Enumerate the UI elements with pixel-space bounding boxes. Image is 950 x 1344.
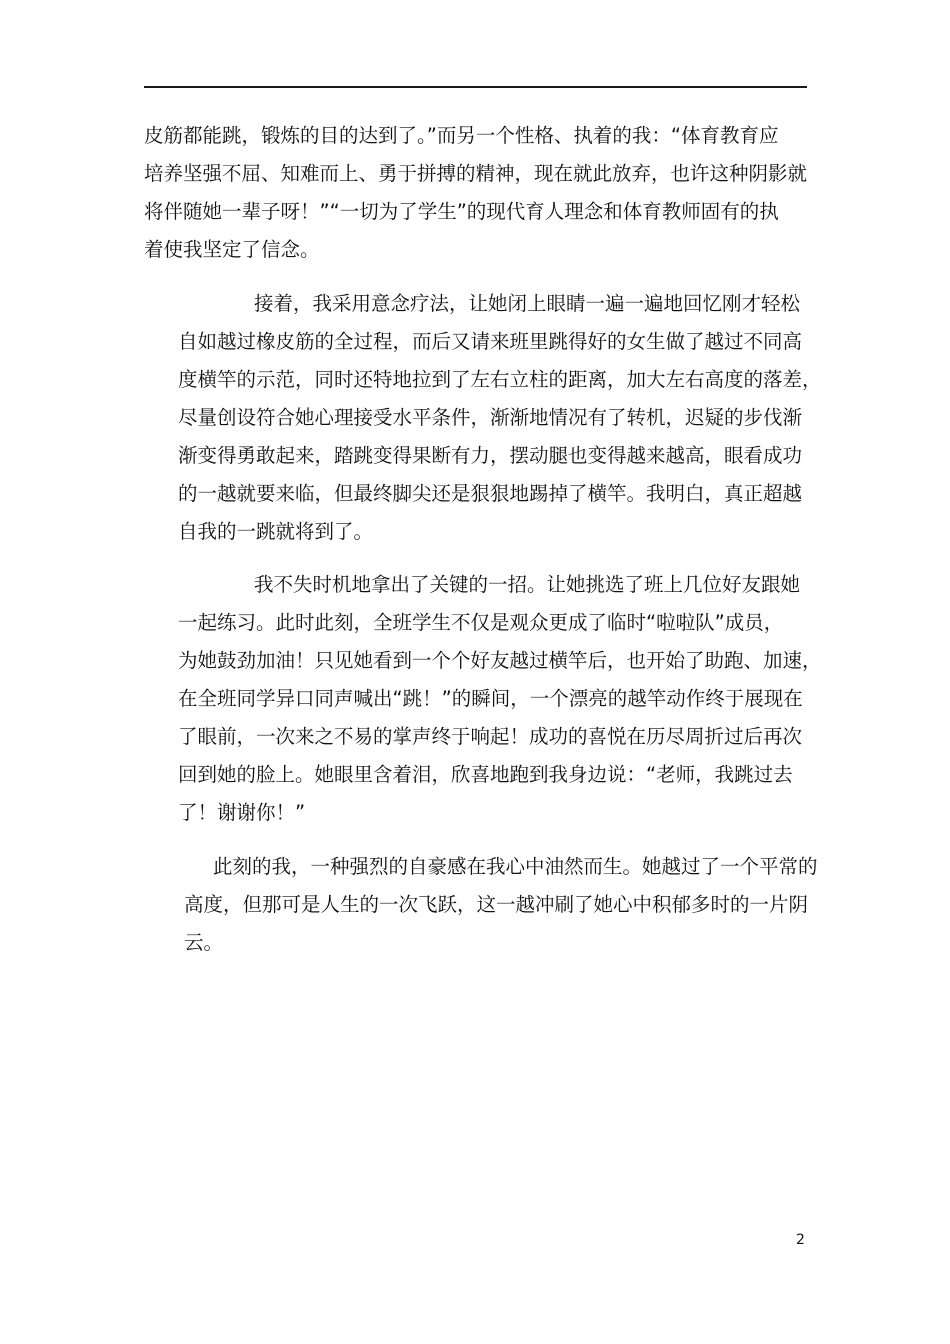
paragraph-2 (178, 285, 822, 551)
paragraph-line: 接着，我采用意念疗法，让她闭上眼睛一遍一遍地回忆刚才轻松 (254, 292, 801, 315)
paragraph-line: 的一越就要来临，但最终脚尖还是狠狠地踢掉了横竿。我明白，真正超越 (178, 482, 803, 505)
paragraph-line: 了！谢谢你！” (178, 801, 306, 824)
header-rule (144, 86, 807, 88)
paragraph-line: 渐变得勇敢起来，踏跳变得果断有力，摆动腿也变得越来越高，眼看成功 (178, 444, 803, 467)
paragraph-line: 度横竿的示范，同时还特地拉到了左右立柱的距离，加大左右高度的落差， (178, 368, 822, 391)
paragraph-line: 为她鼓劲加油！只见她看到一个个好友越过横竿后，也开始了助跑、加速， (178, 649, 822, 672)
paragraph-line: 此刻的我，一种强烈的自豪感在我心中油然而生。她越过了一个平常的 (213, 855, 818, 878)
paragraph-line: 自我的一跳就将到了。 (178, 520, 374, 543)
paragraph-line: 在全班同学异口同声喊出“跳！”的瞬间，一个漂亮的越竿动作终于展现在 (178, 687, 803, 710)
paragraph-line: 尽量创设符合她心理接受水平条件，渐渐地情况有了转机，迟疑的步伐渐 (178, 406, 803, 429)
paragraph-line: 皮筋都能跳，锻炼的目的达到了。”而另一个性格、执着的我：“体育教育应 (144, 124, 779, 147)
paragraph-1 (144, 117, 807, 269)
paragraph-line: 高度，但那可是人生的一次飞跃，这一越冲刷了她心中积郁多时的一片阴 (184, 893, 809, 916)
paragraph-line: 了眼前，一次来之不易的掌声终于响起！成功的喜悦在历尽周折过后再次 (178, 725, 803, 748)
paragraph-line: 我不失时机地拿出了关键的一招。让她挑选了班上几位好友跟她 (254, 573, 801, 596)
paragraph-3 (178, 566, 822, 832)
paragraph-line: 一起练习。此时此刻，全班学生不仅是观众更成了临时“啦啦队”成员， (178, 611, 784, 634)
paragraph-line: 回到她的脸上。她眼里含着泪，欣喜地跑到我身边说：“老师，我跳过去 (178, 763, 793, 786)
paragraph-line: 培养坚强不屈、知难而上、勇于拼搏的精神，现在就此放弃，也许这种阴影就 (144, 162, 808, 185)
paragraph-4 (184, 848, 818, 962)
paragraph-line: 着使我坚定了信念。 (144, 238, 320, 261)
paragraph-line: 自如越过橡皮筋的全过程，而后又请来班里跳得好的女生做了越过不同高 (178, 330, 803, 353)
page-number: 2 (796, 1232, 805, 1248)
paragraph-line: 将伴随她一辈子呀！”“一切为了学生”的现代育人理念和体育教师固有的执 (144, 200, 779, 223)
paragraph-line: 云。 (184, 931, 224, 954)
